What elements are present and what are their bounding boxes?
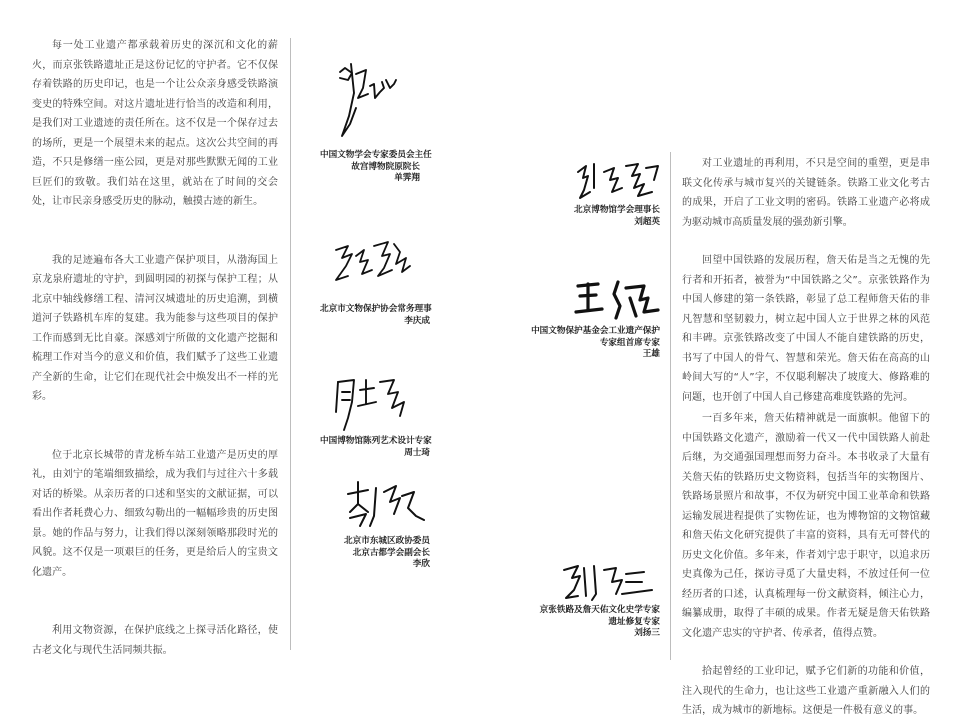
caption-line: 中国文物学会专家委员会主任	[320, 150, 432, 160]
caption-li-xin	[320, 536, 430, 571]
right-text-column	[682, 154, 930, 721]
caption-li-qingcheng	[320, 304, 430, 327]
left-divider	[290, 38, 291, 650]
caption-line: 王雄	[642, 349, 660, 359]
signature-wang-xiong	[574, 276, 664, 322]
caption-line: 北京市文物保护协会常务理事	[320, 304, 432, 314]
signature-liu-chaoying	[574, 158, 662, 204]
caption-line: 遗址修复专家	[608, 616, 660, 627]
caption-line: 北京市东城区政协委员	[344, 536, 430, 546]
caption-line: 中国文物保护基金会工业遗产保护	[531, 326, 660, 336]
left-paragraph-4: 利用文物资源，在保护底线之上探寻活化路径，使古老文化与现代生活同频共振。	[32, 625, 278, 656]
caption-liu-yangsan	[530, 605, 660, 640]
caption-liu-chaoying	[560, 205, 660, 228]
caption-line: 京张铁路及詹天佑文化史学专家	[539, 605, 660, 615]
left-paragraph-3: 位于北京长城带的青龙桥车站工业遗产是历史的厚礼，由刘宁的笔端细致描绘，成为我们与过往六十多载对话的桥梁。从亲历者的口述和坚实的文献证据，可以看出作者耗费心力、细致勾勒出的一幅幅珍贵的历史图景。她的作品与努力，让我们得以深刻领略那段时光的风貌。这不仅是一项艰巨的任务，更是给后人的宝贵文化遗产。	[32, 449, 278, 578]
caption-line: 北京博物馆学会理事长	[574, 205, 660, 215]
caption-line: 单霁翔	[394, 173, 420, 183]
left-paragraph-2: 我的足迹遍布各大工业遗产保护项目，从渤海国上京龙泉府遗址的守护，到圆明园的初探与保护工程；从北京中轴线修缮工程、清河汉城遗址的历史追溯，到横道河子铁路机车库的复建。我为能参与这些项目的保护工作而感到无比自豪。深感刘宁所做的文化遗产挖掘和梳理工作对当今的意义和价值，我们赋予了这些工业遗产全新的生命，让它们在现代社会中焕发出不一样的光彩。	[32, 254, 278, 402]
caption-line: 刘超英	[634, 216, 660, 227]
right-paragraph-1: 对工业遗址的再利用，不只是空间的重塑，更是串联文化传承与城市复兴的关键链条。铁路工业文化考古的成果，开启了工业文明的密码。铁路工业遗产必将成为驱动城市高质量发展的强劲新引擎。	[682, 158, 930, 228]
caption-line: 周士琦	[404, 447, 430, 458]
caption-shan-jixiang	[320, 150, 432, 185]
caption-line: 刘扬三	[634, 628, 660, 638]
caption-line: 专家组首席专家	[599, 337, 660, 348]
caption-zhou-shiqi	[320, 436, 430, 459]
signature-li-qingcheng	[330, 236, 416, 296]
caption-wang-xiong	[520, 326, 660, 361]
signature-shan-jixiang	[330, 58, 410, 150]
signature-liu-yangsan	[560, 560, 660, 604]
right-divider	[670, 152, 671, 660]
signature-li-xin	[344, 478, 430, 534]
right-paragraph-4: 拾起曾经的工业印记，赋予它们新的功能和价值，注入现代的生命力，也让这些工业遗产重新融入人们的生活，成为城市的新地标。这便是一件极有意义的事。	[682, 666, 930, 716]
left-text-column	[32, 36, 278, 660]
caption-line: 李庆成	[404, 315, 430, 326]
caption-line: 李欣	[412, 559, 430, 569]
caption-line: 故宫博物院原院长	[351, 161, 420, 172]
left-paragraph-1: 每一处工业遗产都承载着历史的深沉和文化的薪火，而京张铁路遗址正是这份记忆的守护者。它不仅保存着铁路的历史印记，也是一个让公众亲身感受铁路演变史的特殊空间。对这片遗址进行恰当的改造和利用，是我们对工业遗迹的责任所在。这不仅是一个保存过去的场所，更是一个展望未来的起点。这次公共空间的再造，不只是修缮一座公园，更是对那些默默无闻的工业巨匠们的致敬。我们站在这里，就站在了时间的交会处，让市民亲身感受历史的脉动，触摸古迹的新生。	[32, 40, 278, 207]
caption-line: 北京古都学会副会长	[352, 547, 430, 558]
caption-line: 中国博物馆陈列艺术设计专家	[320, 436, 432, 446]
right-paragraph-2: 回望中国铁路的发展历程，詹天佑是当之无愧的先行者和开拓者，被誉为“中国铁路之父”。京张铁路作为中国人修建的第一条铁路，彰显了总工程师詹天佑的非凡智慧和坚韧毅力，树立起中国人立于世界之林的风范和丰碑。京张铁路改变了中国人不能自建铁路的历史，书写了中国人的骨气、智慧和荣光。詹天佑在高高的山岭间大写的“人”字，不仅聪利解决了坡度大、修路难的问题，也开创了中国人自己修建高难度铁路的先河。	[682, 255, 930, 403]
right-paragraph-3: 一百多年来，詹天佑精神就是一面旗帜。他留下的中国铁路文化遗产，激励着一代又一代中国铁路人前赴后继，为交通强国理想而努力奋斗。本书收录了大量有关詹天佑的铁路历史文物资料，包括当年的实物图片、铁路场景照片和故事，不仅为研究中国工业革命和铁路运输发展进程提供了实物佐证，也为博物馆的文物馆藏和詹天佑文化研究提供了丰富的资料，具有无可替代的历史文化价值。多年来，作者刘宁忠于职守，以追求历史真像为己任，探访寻觅了大量史料，不放过任何一位经历者的口述，认真梳理每一份文献资料，倾注心力，编纂成册，取得了丰硕的成果。作者无疑是詹天佑铁路文化遗产忠实的守护者、传承者，值得点赞。	[682, 413, 930, 639]
signature-zhou-shiqi	[330, 372, 416, 438]
